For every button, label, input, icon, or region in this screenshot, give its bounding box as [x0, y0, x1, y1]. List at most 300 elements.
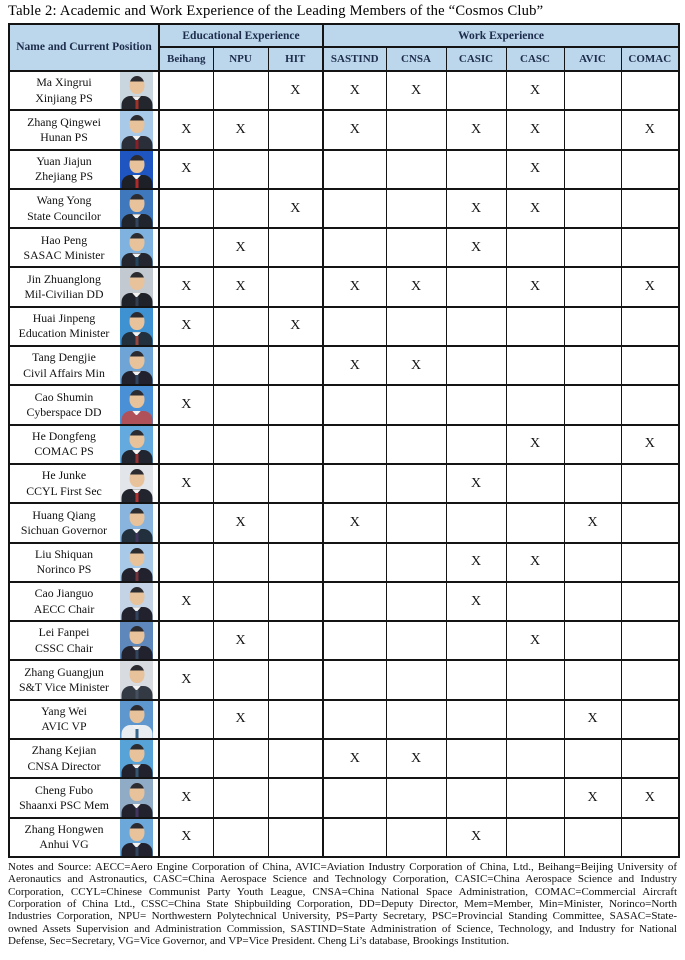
- portrait-tie-icon: [135, 650, 138, 659]
- mark-cell: [386, 700, 446, 739]
- member-name-cell: [9, 228, 159, 267]
- member-photo: [120, 426, 153, 463]
- mark-cell: [159, 425, 213, 464]
- table-row: [9, 778, 679, 817]
- mark-cell: [268, 385, 323, 424]
- portrait-head-icon: [129, 351, 144, 369]
- mark-cell: [323, 189, 386, 228]
- portrait-head-icon: [129, 194, 144, 212]
- table-row: [9, 739, 679, 778]
- mark-cell: [621, 307, 679, 346]
- portrait-head-icon: [129, 744, 144, 762]
- mark-cell: X: [159, 150, 213, 189]
- mark-cell: [446, 700, 506, 739]
- mark-cell: [213, 464, 268, 503]
- member-position: CCYL First Sec: [26, 483, 102, 498]
- mark-cell: [213, 307, 268, 346]
- mark-cell: X: [506, 267, 564, 306]
- mark-cell: [506, 660, 564, 699]
- member-position: AECC Chair: [33, 601, 95, 616]
- mark-cell: [213, 660, 268, 699]
- mark-cell: [213, 150, 268, 189]
- mark-cell: X: [446, 110, 506, 149]
- member-position: AVIC VP: [41, 719, 87, 734]
- member-name-text: [10, 783, 118, 814]
- mark-cell: X: [506, 189, 564, 228]
- portrait-tie-icon: [135, 415, 138, 424]
- col-header-comac: COMAC: [621, 47, 679, 71]
- member-photo: [120, 465, 153, 502]
- mark-cell: [159, 71, 213, 110]
- mark-cell: X: [159, 307, 213, 346]
- mark-cell: [268, 700, 323, 739]
- member-position: Education Minister: [18, 326, 110, 341]
- mark-cell: [268, 778, 323, 817]
- mark-cell: [621, 503, 679, 542]
- mark-cell: X: [564, 503, 621, 542]
- mark-cell: [506, 503, 564, 542]
- member-name-cell: [9, 700, 159, 739]
- member-name-text: [10, 704, 118, 735]
- mark-cell: [446, 346, 506, 385]
- member-name: Zhang Kejian: [31, 743, 97, 758]
- mark-cell: [621, 700, 679, 739]
- member-photo: [120, 779, 153, 816]
- table-row: [9, 228, 679, 267]
- member-name: Tang Dengjie: [32, 350, 96, 365]
- portrait-tie-icon: [135, 140, 138, 149]
- mark-cell: X: [621, 425, 679, 464]
- mark-cell: X: [386, 346, 446, 385]
- mark-cell: [159, 228, 213, 267]
- member-name-text: [10, 272, 118, 303]
- member-name: Cao Jianguo: [34, 586, 94, 601]
- portrait-head-icon: [129, 233, 144, 251]
- mark-cell: [213, 739, 268, 778]
- member-name: He Dongfeng: [32, 428, 96, 443]
- mark-cell: X: [323, 71, 386, 110]
- mark-cell: [506, 346, 564, 385]
- table-row: [9, 110, 679, 149]
- member-name: Zhang Qingwei: [27, 114, 101, 129]
- mark-cell: [386, 228, 446, 267]
- mark-cell: [564, 621, 621, 660]
- member-position: Hunan PS: [40, 129, 88, 144]
- member-name-text: [10, 350, 118, 381]
- mark-cell: X: [446, 189, 506, 228]
- notes-text: Notes and Source: AECC=Aero Engine Corporation of China, AVIC=Aviation Industry Corporation of China, Ltd., Beihang=Beijing University of Aeronautics and Astronautics, CASC=China Aerospace Science and Technology Corporation, CASIC=China Aerospace Science and Industry Corporation, CCYL=Chinese Communist Party Youth League, CNSA=China National Space Administration, COMAC=Commercial Aircraft Corporation of China Ltd., CSSC=China State Shipbuilding Corporation, DD=Deputy Director, Mem=Member, Min=Minister, Norinco=North Industries Corporation, NPU= Northwestern Polytechnical University, PS=Party Secretary, PSC=Provincial Standing Committee, SASAC=State-owned Assets Supervision and Administration Commission, SASTIND=State Administration of Science, Technology, and Industry for National Defense, Sec=Secretary, VG=Vice Governor, and VP=Vice President. Cheng Li’s database, Brookings Institution.: [8, 860, 677, 947]
- portrait-tie-icon: [135, 336, 138, 345]
- table-row: [9, 425, 679, 464]
- mark-cell: [621, 150, 679, 189]
- table-row: [9, 71, 679, 110]
- portrait-head-icon: [129, 469, 144, 487]
- member-name-text: [10, 743, 118, 774]
- member-name: Lei Fanpei: [38, 625, 90, 640]
- mark-cell: [446, 425, 506, 464]
- mark-cell: [564, 189, 621, 228]
- mark-cell: [213, 818, 268, 857]
- member-name-cell: [9, 503, 159, 542]
- col-header-casic: CASIC: [446, 47, 506, 71]
- mark-cell: X: [159, 110, 213, 149]
- mark-cell: [386, 110, 446, 149]
- mark-cell: [506, 739, 564, 778]
- mark-cell: X: [159, 818, 213, 857]
- mark-cell: X: [159, 385, 213, 424]
- mark-cell: [213, 346, 268, 385]
- member-photo: [120, 72, 153, 109]
- table-header: [9, 24, 679, 71]
- member-position: CSSC Chair: [34, 640, 94, 655]
- mark-cell: [213, 71, 268, 110]
- mark-cell: [323, 228, 386, 267]
- member-photo: [120, 740, 153, 777]
- mark-cell: [621, 71, 679, 110]
- mark-cell: [386, 189, 446, 228]
- mark-cell: [446, 150, 506, 189]
- member-name-cell: [9, 385, 159, 424]
- mark-cell: X: [621, 110, 679, 149]
- mark-cell: [386, 307, 446, 346]
- member-position: Norinco PS: [36, 562, 92, 577]
- mark-cell: X: [564, 778, 621, 817]
- member-name-text: [10, 508, 118, 539]
- mark-cell: X: [159, 778, 213, 817]
- member-position: Cyberspace DD: [26, 405, 102, 420]
- mark-cell: X: [213, 700, 268, 739]
- mark-cell: X: [213, 110, 268, 149]
- mark-cell: [506, 307, 564, 346]
- member-name-text: [10, 115, 118, 146]
- mark-cell: [386, 543, 446, 582]
- member-name: Hao Peng: [40, 232, 88, 247]
- member-name-cell: [9, 425, 159, 464]
- mark-cell: X: [386, 267, 446, 306]
- mark-cell: [621, 346, 679, 385]
- mark-cell: X: [268, 189, 323, 228]
- mark-cell: [386, 385, 446, 424]
- mark-cell: [621, 739, 679, 778]
- table-row: [9, 385, 679, 424]
- member-photo: [120, 268, 153, 305]
- mark-cell: [621, 621, 679, 660]
- member-name-cell: [9, 582, 159, 621]
- member-photo: [120, 386, 153, 423]
- portrait-head-icon: [129, 76, 144, 94]
- mark-cell: X: [323, 267, 386, 306]
- member-position: CNSA Director: [27, 758, 101, 773]
- portrait-tie-icon: [135, 572, 138, 581]
- member-photo: [120, 111, 153, 148]
- member-name-text: [10, 233, 118, 264]
- member-name-text: [10, 429, 118, 460]
- member-position: Sichuan Governor: [20, 522, 108, 537]
- mark-cell: [323, 621, 386, 660]
- portrait-head-icon: [129, 665, 144, 683]
- mark-cell: X: [506, 621, 564, 660]
- mark-cell: [268, 267, 323, 306]
- mark-cell: [159, 346, 213, 385]
- member-name-cell: [9, 660, 159, 699]
- mark-cell: [386, 778, 446, 817]
- mark-cell: [506, 582, 564, 621]
- mark-cell: [268, 150, 323, 189]
- mark-cell: [621, 582, 679, 621]
- mark-cell: [446, 621, 506, 660]
- mark-cell: [323, 818, 386, 857]
- member-name: Cheng Fubo: [34, 782, 93, 797]
- member-name-cell: [9, 464, 159, 503]
- member-photo: [120, 819, 153, 856]
- mark-cell: [386, 818, 446, 857]
- portrait-tie-icon: [135, 493, 138, 502]
- member-name: Huang Qiang: [32, 507, 96, 522]
- portrait-tie-icon: [135, 533, 138, 542]
- mark-cell: [621, 189, 679, 228]
- portrait-head-icon: [129, 272, 144, 290]
- mark-cell: [386, 464, 446, 503]
- mark-cell: [621, 543, 679, 582]
- mark-cell: X: [159, 464, 213, 503]
- member-name-text: [10, 311, 118, 342]
- mark-cell: X: [213, 228, 268, 267]
- member-name: Zhang Guangjun: [24, 664, 104, 679]
- portrait-head-icon: [129, 155, 144, 173]
- portrait-head-icon: [129, 783, 144, 801]
- mark-cell: [323, 385, 386, 424]
- mark-cell: [506, 385, 564, 424]
- mark-cell: X: [506, 150, 564, 189]
- table-row: [9, 189, 679, 228]
- member-name: Yang Wei: [41, 704, 87, 719]
- portrait-head-icon: [129, 626, 144, 644]
- mark-cell: [564, 150, 621, 189]
- mark-cell: [386, 425, 446, 464]
- member-name-text: [10, 193, 118, 224]
- member-photo: [120, 347, 153, 384]
- portrait-tie-icon: [135, 297, 138, 306]
- mark-cell: [564, 464, 621, 503]
- mark-cell: [386, 150, 446, 189]
- portrait-tie-icon: [135, 218, 138, 227]
- mark-cell: [213, 778, 268, 817]
- portrait-tie-icon: [135, 847, 138, 856]
- mark-cell: [564, 346, 621, 385]
- table-row: [9, 503, 679, 542]
- table-row: [9, 346, 679, 385]
- mark-cell: [446, 267, 506, 306]
- member-name-cell: [9, 110, 159, 149]
- mark-cell: X: [446, 818, 506, 857]
- portrait-head-icon: [129, 312, 144, 330]
- col-header-hit: HIT: [268, 47, 323, 71]
- mark-cell: [268, 582, 323, 621]
- mark-cell: [621, 818, 679, 857]
- table-row: [9, 150, 679, 189]
- table-row: [9, 700, 679, 739]
- mark-cell: X: [323, 110, 386, 149]
- member-photo: [120, 151, 153, 188]
- mark-cell: [564, 110, 621, 149]
- col-header-cnsa: CNSA: [386, 47, 446, 71]
- mark-cell: [564, 425, 621, 464]
- mark-cell: [213, 582, 268, 621]
- mark-cell: [621, 385, 679, 424]
- member-position: Xinjiang PS: [35, 90, 93, 105]
- member-name-text: [10, 822, 118, 853]
- portrait-head-icon: [129, 390, 144, 408]
- member-name-cell: [9, 543, 159, 582]
- portrait-tie-icon: [135, 729, 138, 738]
- member-name-text: [10, 586, 118, 617]
- page-title: Table 2: Academic and Work Experience of the Leading Members of the “Cosmos Club”: [8, 3, 544, 19]
- mark-cell: X: [323, 739, 386, 778]
- header-work-group: Work Experience: [323, 24, 679, 47]
- mark-cell: [564, 267, 621, 306]
- member-name: Cao Shumin: [34, 389, 94, 404]
- mark-cell: [621, 660, 679, 699]
- member-name-text: [10, 547, 118, 578]
- portrait-head-icon: [129, 823, 144, 841]
- mark-cell: X: [159, 660, 213, 699]
- mark-cell: X: [446, 582, 506, 621]
- member-photo: [120, 308, 153, 345]
- member-name: Ma Xingrui: [36, 75, 92, 90]
- mark-cell: [159, 543, 213, 582]
- mark-cell: X: [506, 425, 564, 464]
- table-row: [9, 543, 679, 582]
- mark-cell: [446, 778, 506, 817]
- mark-cell: [446, 660, 506, 699]
- mark-cell: X: [268, 307, 323, 346]
- mark-cell: [213, 425, 268, 464]
- mark-cell: [386, 660, 446, 699]
- mark-cell: [268, 464, 323, 503]
- portrait-tie-icon: [135, 375, 138, 384]
- mark-cell: [446, 307, 506, 346]
- header-group-row: [9, 24, 679, 47]
- mark-cell: X: [621, 267, 679, 306]
- mark-cell: [564, 228, 621, 267]
- member-position: Civil Affairs Min: [23, 365, 105, 380]
- portrait-tie-icon: [135, 454, 138, 463]
- member-position: S&T Vice Minister: [19, 680, 109, 695]
- mark-cell: [268, 818, 323, 857]
- member-name: Wang Yong: [36, 193, 92, 208]
- member-photo: [120, 544, 153, 581]
- mark-cell: X: [159, 582, 213, 621]
- mark-cell: [323, 582, 386, 621]
- member-name-cell: [9, 189, 159, 228]
- mark-cell: [446, 503, 506, 542]
- member-name-cell: [9, 307, 159, 346]
- member-name-text: [10, 468, 118, 499]
- table-row: [9, 660, 679, 699]
- mark-cell: [159, 700, 213, 739]
- member-name-cell: [9, 778, 159, 817]
- mark-cell: [159, 503, 213, 542]
- member-name-text: [10, 154, 118, 185]
- mark-cell: [323, 778, 386, 817]
- member-photo: [120, 190, 153, 227]
- portrait-head-icon: [129, 587, 144, 605]
- mark-cell: X: [506, 71, 564, 110]
- mark-cell: [268, 503, 323, 542]
- member-name: He Junke: [41, 468, 87, 483]
- member-position: SASAC Minister: [23, 247, 105, 262]
- mark-cell: [564, 385, 621, 424]
- mark-cell: [506, 228, 564, 267]
- portrait-tie-icon: [135, 257, 138, 266]
- portrait-head-icon: [129, 705, 144, 723]
- member-position: COMAC PS: [34, 444, 94, 459]
- mark-cell: X: [386, 71, 446, 110]
- member-photo: [120, 661, 153, 698]
- member-photo: [120, 229, 153, 266]
- mark-cell: [564, 818, 621, 857]
- member-name: Yuan Jiajun: [36, 153, 92, 168]
- table-body: [9, 71, 679, 857]
- mark-cell: X: [213, 621, 268, 660]
- mark-cell: X: [446, 228, 506, 267]
- mark-cell: [268, 228, 323, 267]
- mark-cell: [323, 660, 386, 699]
- member-name-cell: [9, 818, 159, 857]
- col-header-sastind: SASTIND: [323, 47, 386, 71]
- mark-cell: X: [268, 71, 323, 110]
- mark-cell: [564, 582, 621, 621]
- mark-cell: X: [159, 267, 213, 306]
- mark-cell: [506, 818, 564, 857]
- mark-cell: X: [506, 543, 564, 582]
- member-position: Zhejiang PS: [35, 169, 93, 184]
- mark-cell: X: [386, 739, 446, 778]
- mark-cell: [386, 582, 446, 621]
- portrait-head-icon: [129, 548, 144, 566]
- member-name-cell: [9, 71, 159, 110]
- mark-cell: X: [446, 543, 506, 582]
- mark-cell: [268, 425, 323, 464]
- member-name: Jin Zhuanglong: [27, 271, 101, 286]
- mark-cell: [506, 700, 564, 739]
- mark-cell: [446, 739, 506, 778]
- table-row: [9, 818, 679, 857]
- member-position: State Councilor: [27, 208, 101, 223]
- mark-cell: [564, 739, 621, 778]
- col-header-casc: CASC: [506, 47, 564, 71]
- mark-cell: [159, 739, 213, 778]
- member-photo: [120, 622, 153, 659]
- member-photo: [120, 701, 153, 738]
- mark-cell: [159, 189, 213, 228]
- member-photo: [120, 504, 153, 541]
- portrait-tie-icon: [135, 768, 138, 777]
- member-name: Liu Shiquan: [35, 546, 93, 561]
- member-name: Zhang Hongwen: [24, 821, 104, 836]
- member-position: Shaanxi PSC Mem: [19, 797, 109, 812]
- mark-cell: [323, 150, 386, 189]
- col-header-avic: AVIC: [564, 47, 621, 71]
- portrait-tie-icon: [135, 690, 138, 699]
- mark-cell: [564, 660, 621, 699]
- mark-cell: X: [323, 346, 386, 385]
- mark-cell: X: [564, 700, 621, 739]
- mark-cell: [621, 464, 679, 503]
- member-name-cell: [9, 150, 159, 189]
- member-name: Huai Jinpeng: [32, 311, 96, 326]
- member-name-cell: [9, 739, 159, 778]
